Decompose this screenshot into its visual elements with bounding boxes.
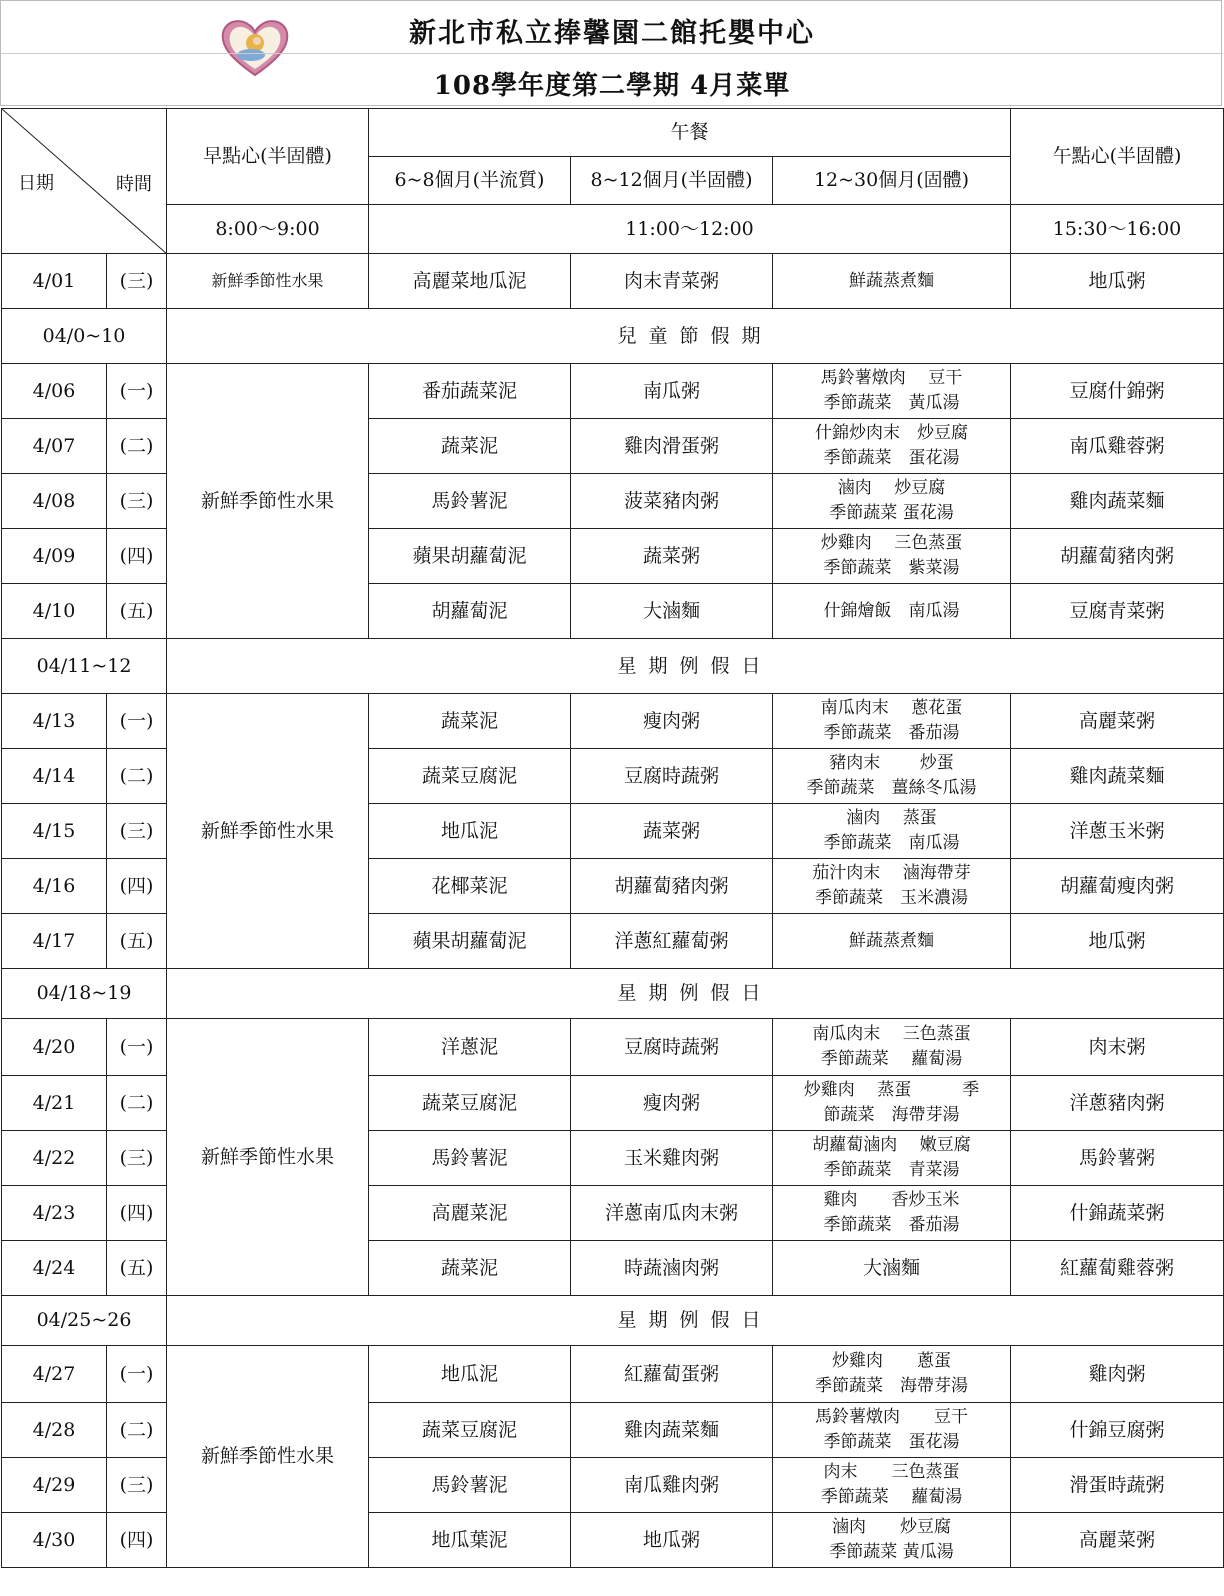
weekday-cell: (一) xyxy=(107,364,167,419)
lunch-12-30-line: 季節蔬菜 南瓜湯 xyxy=(823,833,960,853)
lunch-12-30-cell xyxy=(773,1403,1011,1458)
holiday-date-cell: 04/0~10 xyxy=(2,309,167,364)
lunch-12-30-line: 什錦燴飯 南瓜湯 xyxy=(823,600,960,621)
lunch-12-30-line: 季節蔬菜 蘿蔔湯 xyxy=(820,1487,963,1507)
weekday-cell: (三) xyxy=(107,254,167,309)
weekday-cell: (一) xyxy=(107,694,167,749)
snack-cell: 滑蛋時蔬粥 xyxy=(1011,1458,1224,1513)
time-label: 時間 xyxy=(116,174,152,195)
breakfast-fruit-cell: 新鮮季節性水果 xyxy=(167,1346,369,1568)
breakfast-fruit-cell: 新鮮季節性水果 xyxy=(167,364,369,639)
lunch-12-30-line: 節蔬菜 海帶芽湯 xyxy=(823,1105,960,1125)
lunch-12-30-line: 炒雞肉 蒸蛋 季 xyxy=(803,1080,980,1101)
lunch-12-30-cell xyxy=(773,1076,1011,1131)
holiday-label-cell: 星期例假日 xyxy=(167,969,1224,1019)
date-cell: 4/01 xyxy=(2,254,107,309)
weekday-cell: (四) xyxy=(107,529,167,584)
weekday-cell: (五) xyxy=(107,584,167,639)
snack-cell: 地瓜粥 xyxy=(1011,254,1224,309)
breakfast-fruit-cell: 新鮮季節性水果 xyxy=(167,1019,369,1296)
table-row xyxy=(2,254,1224,309)
lunch-6-8-cell: 洋蔥泥 xyxy=(369,1019,571,1076)
weekday-cell: (三) xyxy=(107,804,167,859)
date-cell: 4/07 xyxy=(2,419,107,474)
lunch-6-8-cell: 蔬菜豆腐泥 xyxy=(369,749,571,804)
holiday-label-cell: 兒童節假期 xyxy=(167,309,1224,364)
lunch-12-30-line: 季節蔬菜 黃瓜湯 xyxy=(823,393,960,413)
lunch-12-30-cell xyxy=(773,749,1011,804)
snack-cell: 南瓜雞蓉粥 xyxy=(1011,419,1224,474)
table-row xyxy=(2,694,1224,749)
lunch-6-8-cell: 馬鈴薯泥 xyxy=(369,474,571,529)
lunch-12-30-cell xyxy=(773,1346,1011,1403)
lunch-12-30-line: 南瓜肉末 三色蒸蛋 xyxy=(812,1024,971,1045)
lunch-6-8-cell: 地瓜泥 xyxy=(369,1346,571,1403)
lunch-12-30-cell xyxy=(773,254,1011,309)
lunch-12-30-cell xyxy=(773,914,1011,969)
lunch-6-8-cell: 馬鈴薯泥 xyxy=(369,1458,571,1513)
lunch-12-30-line: 什錦炒肉末 炒豆腐 xyxy=(815,423,968,444)
date-cell: 4/14 xyxy=(2,749,107,804)
lunch-12-30-line: 滷肉 炒豆腐 xyxy=(832,1517,951,1538)
lunch-6-8-cell: 高麗菜泥 xyxy=(369,1186,571,1241)
lunch-12-30-cell xyxy=(773,694,1011,749)
date-cell: 4/24 xyxy=(2,1241,107,1296)
lunch-12-30-cell xyxy=(773,859,1011,914)
lunch-12-30-cell xyxy=(773,804,1011,859)
lunch-8-12-cell: 豆腐時蔬粥 xyxy=(571,749,773,804)
weekday-cell: (二) xyxy=(107,1076,167,1131)
lunch-8-12-cell: 時蔬滷肉粥 xyxy=(571,1241,773,1296)
lunch-8-12-cell: 雞肉滑蛋粥 xyxy=(571,419,773,474)
lunch-8-12-cell: 菠菜豬肉粥 xyxy=(571,474,773,529)
lunch-6-8-cell: 蔬菜泥 xyxy=(369,419,571,474)
lunch-12-30-line: 茄汁肉末 滷海帶芽 xyxy=(812,863,971,884)
snack-cell: 洋蔥玉米粥 xyxy=(1011,804,1224,859)
snack-cell: 馬鈴薯粥 xyxy=(1011,1131,1224,1186)
lunch-6-8-cell: 蘋果胡蘿蔔泥 xyxy=(369,914,571,969)
weekday-cell: (四) xyxy=(107,859,167,914)
snack-header: 午點心(半固體) xyxy=(1011,109,1224,205)
lunch-12-30-line: 雞肉 香炒玉米 xyxy=(823,1190,960,1211)
date-cell: 4/23 xyxy=(2,1186,107,1241)
lunch-12-30-line: 肉末 三色蒸蛋 xyxy=(823,1462,960,1483)
lunch-8-12-cell: 南瓜粥 xyxy=(571,364,773,419)
lunch-12-30-line: 季節蔬菜 蛋花湯 xyxy=(823,448,960,468)
weekday-cell: (二) xyxy=(107,1403,167,1458)
lunch-12-30-line: 季節蔬菜 番茄湯 xyxy=(823,723,960,743)
snack-cell: 雞肉粥 xyxy=(1011,1346,1224,1403)
date-cell: 4/28 xyxy=(2,1403,107,1458)
snack-cell: 紅蘿蔔雞蓉粥 xyxy=(1011,1241,1224,1296)
snack-cell: 洋蔥豬肉粥 xyxy=(1011,1076,1224,1131)
snack-cell: 豆腐青菜粥 xyxy=(1011,584,1224,639)
lunch-6-8-cell: 馬鈴薯泥 xyxy=(369,1131,571,1186)
lunch-12-30-cell xyxy=(773,364,1011,419)
lunch-12-30-cell xyxy=(773,584,1011,639)
lunch-12-30-line: 季節蔬菜 番茄湯 xyxy=(823,1215,960,1235)
holiday-row xyxy=(2,969,1224,1019)
lunch-12-30-line: 馬鈴薯燉肉 豆干 xyxy=(815,1407,968,1428)
weekday-cell: (五) xyxy=(107,1241,167,1296)
snack-cell: 肉末粥 xyxy=(1011,1019,1224,1076)
lunch-12-30-line: 季節蔬菜 蛋花湯 xyxy=(829,503,954,523)
lunch-8-12-cell: 紅蘿蔔蛋粥 xyxy=(571,1346,773,1403)
lunch-8-12-cell: 洋蔥紅蘿蔔粥 xyxy=(571,914,773,969)
weekday-cell: (五) xyxy=(107,914,167,969)
lunch-8-12-cell: 大滷麵 xyxy=(571,584,773,639)
lunch-6-8-header: 6~8個月(半流質) xyxy=(369,157,571,205)
date-cell: 4/17 xyxy=(2,914,107,969)
lunch-8-12-cell: 洋蔥南瓜肉末粥 xyxy=(571,1186,773,1241)
lunch-12-30-line: 季節蔬菜 海帶芽湯 xyxy=(815,1376,968,1396)
lunch-8-12-header: 8~12個月(半固體) xyxy=(571,157,773,205)
date-label: 日期 xyxy=(18,172,54,194)
lunch-6-8-cell: 蔬菜豆腐泥 xyxy=(369,1076,571,1131)
lunch-6-8-cell: 蘋果胡蘿蔔泥 xyxy=(369,529,571,584)
lunch-12-30-line: 季節蔬菜 玉米濃湯 xyxy=(815,888,968,908)
snack-cell: 高麗菜粥 xyxy=(1011,1513,1224,1568)
lunch-6-8-cell: 蔬菜泥 xyxy=(369,694,571,749)
lunch-8-12-cell: 瘦肉粥 xyxy=(571,694,773,749)
lunch-12-30-cell xyxy=(773,529,1011,584)
breakfast-time: 8:00～9:00 xyxy=(167,205,369,254)
holiday-date-cell: 04/18~19 xyxy=(2,969,167,1019)
holiday-label-cell: 星期例假日 xyxy=(167,1296,1224,1346)
menu-subtitle: 108學年度第二學期 4月菜單 xyxy=(433,71,791,101)
lunch-8-12-cell: 雞肉蔬菜麵 xyxy=(571,1403,773,1458)
snack-cell: 胡蘿蔔瘦肉粥 xyxy=(1011,859,1224,914)
lunch-12-30-line: 南瓜肉末 蔥花蛋 xyxy=(820,698,963,719)
center-title: 新北市私立捧馨園二館托嬰中心 xyxy=(409,18,815,49)
date-cell: 4/20 xyxy=(2,1019,107,1076)
snack-cell: 雞肉蔬菜麵 xyxy=(1011,749,1224,804)
lunch-6-8-cell: 蔬菜泥 xyxy=(369,1241,571,1296)
lunch-12-30-cell xyxy=(773,1241,1011,1296)
lunch-12-30-line: 季節蔬菜 紫菜湯 xyxy=(823,558,960,578)
lunch-12-30-line: 滷肉 炒豆腐 xyxy=(837,478,946,499)
holiday-row xyxy=(2,1296,1224,1346)
weekday-cell: (三) xyxy=(107,474,167,529)
snack-cell: 地瓜粥 xyxy=(1011,914,1224,969)
weekday-cell: (三) xyxy=(107,1131,167,1186)
lunch-12-30-line: 馬鈴薯燉肉 豆干 xyxy=(820,368,963,389)
breakfast-fruit-cell: 新鮮季節性水果 xyxy=(167,694,369,969)
lunch-8-12-cell: 玉米雞肉粥 xyxy=(571,1131,773,1186)
lunch-12-30-line: 滷肉 蒸蛋 xyxy=(846,808,937,829)
lunch-12-30-line: 胡蘿蔔滷肉 嫩豆腐 xyxy=(812,1135,971,1156)
lunch-6-8-cell: 高麗菜地瓜泥 xyxy=(369,254,571,309)
date-cell: 4/06 xyxy=(2,364,107,419)
lunch-12-30-line: 季節蔬菜 青菜湯 xyxy=(823,1160,960,1180)
lunch-12-30-cell xyxy=(773,1186,1011,1241)
holiday-label-cell: 星期例假日 xyxy=(167,639,1224,694)
snack-cell: 胡蘿蔔豬肉粥 xyxy=(1011,529,1224,584)
lunch-12-30-line: 鮮蔬蒸煮麵 xyxy=(849,270,934,291)
weekday-cell: (四) xyxy=(107,1513,167,1568)
weekday-cell: (一) xyxy=(107,1346,167,1403)
lunch-12-30-cell xyxy=(773,1458,1011,1513)
weekday-cell: (二) xyxy=(107,749,167,804)
date-cell: 4/15 xyxy=(2,804,107,859)
lunch-8-12-cell: 地瓜粥 xyxy=(571,1513,773,1568)
table-row xyxy=(2,1346,1224,1403)
lunch-12-30-cell xyxy=(773,1513,1011,1568)
snack-cell: 雞肉蔬菜麵 xyxy=(1011,474,1224,529)
date-cell: 4/30 xyxy=(2,1513,107,1568)
lunch-12-30-cell xyxy=(773,1131,1011,1186)
weekday-cell: (二) xyxy=(107,419,167,474)
lunch-8-12-cell: 豆腐時蔬粥 xyxy=(571,1019,773,1076)
date-cell: 4/22 xyxy=(2,1131,107,1186)
lunch-8-12-cell: 蔬菜粥 xyxy=(571,804,773,859)
date-cell: 4/10 xyxy=(2,584,107,639)
lunch-12-30-line: 季節蔬菜 薑絲冬瓜湯 xyxy=(806,778,977,798)
lunch-12-30-line: 季節蔬菜 黃瓜湯 xyxy=(829,1542,954,1562)
holiday-row xyxy=(2,309,1224,364)
menu-table xyxy=(1,108,1224,1568)
lunch-8-12-cell: 瘦肉粥 xyxy=(571,1076,773,1131)
lunch-12-30-line: 炒雞肉 三色蒸蛋 xyxy=(820,533,963,554)
lunch-8-12-cell: 南瓜雞肉粥 xyxy=(571,1458,773,1513)
table-row xyxy=(2,364,1224,419)
date-cell: 4/27 xyxy=(2,1346,107,1403)
breakfast-header: 早點心(半固體) xyxy=(167,109,369,205)
date-cell: 4/09 xyxy=(2,529,107,584)
lunch-6-8-cell: 胡蘿蔔泥 xyxy=(369,584,571,639)
lunch-header: 午餐 xyxy=(369,109,1011,157)
lunch-12-30-line: 季節蔬菜 蘿蔔湯 xyxy=(820,1049,963,1069)
lunch-12-30-line: 鮮蔬蒸煮麵 xyxy=(849,930,934,951)
date-cell: 4/29 xyxy=(2,1458,107,1513)
weekday-cell: (一) xyxy=(107,1019,167,1076)
date-cell: 4/08 xyxy=(2,474,107,529)
lunch-12-30-header: 12~30個月(固體) xyxy=(773,157,1011,205)
date-cell: 4/16 xyxy=(2,859,107,914)
lunch-12-30-line: 大滷麵 xyxy=(863,1256,921,1279)
lunch-6-8-cell: 番茄蔬菜泥 xyxy=(369,364,571,419)
weekday-cell: (四) xyxy=(107,1186,167,1241)
lunch-6-8-cell: 地瓜葉泥 xyxy=(369,1513,571,1568)
weekday-cell: (三) xyxy=(107,1458,167,1513)
lunch-12-30-line: 季節蔬菜 蛋花湯 xyxy=(823,1432,960,1452)
snack-cell: 什錦蔬菜粥 xyxy=(1011,1186,1224,1241)
date-cell: 4/13 xyxy=(2,694,107,749)
holiday-date-cell: 04/11~12 xyxy=(2,639,167,694)
snack-time: 15:30～16:00 xyxy=(1011,205,1224,254)
snack-cell: 豆腐什錦粥 xyxy=(1011,364,1224,419)
lunch-8-12-cell: 胡蘿蔔豬肉粥 xyxy=(571,859,773,914)
lunch-6-8-cell: 蔬菜豆腐泥 xyxy=(369,1403,571,1458)
date-time-corner-cell xyxy=(2,109,167,254)
holiday-row xyxy=(2,639,1224,694)
breakfast-cell: 新鮮季節性水果 xyxy=(167,254,369,309)
title-divider xyxy=(1,53,1223,54)
lunch-12-30-line: 炒雞肉 蔥蛋 xyxy=(832,1351,951,1372)
date-cell: 4/21 xyxy=(2,1076,107,1131)
snack-cell: 高麗菜粥 xyxy=(1011,694,1224,749)
lunch-6-8-cell: 花椰菜泥 xyxy=(369,859,571,914)
title-box xyxy=(0,0,1222,106)
lunch-12-30-line: 豬肉末 炒蛋 xyxy=(829,753,954,774)
lunch-time: 11:00～12:00 xyxy=(369,205,1011,254)
snack-cell: 什錦豆腐粥 xyxy=(1011,1403,1224,1458)
lunch-8-12-cell: 蔬菜粥 xyxy=(571,529,773,584)
lunch-6-8-cell: 地瓜泥 xyxy=(369,804,571,859)
lunch-12-30-cell xyxy=(773,474,1011,529)
lunch-12-30-cell xyxy=(773,1019,1011,1076)
holiday-date-cell: 04/25~26 xyxy=(2,1296,167,1346)
table-row xyxy=(2,1019,1224,1076)
lunch-12-30-cell xyxy=(773,419,1011,474)
lunch-8-12-cell: 肉末青菜粥 xyxy=(571,254,773,309)
